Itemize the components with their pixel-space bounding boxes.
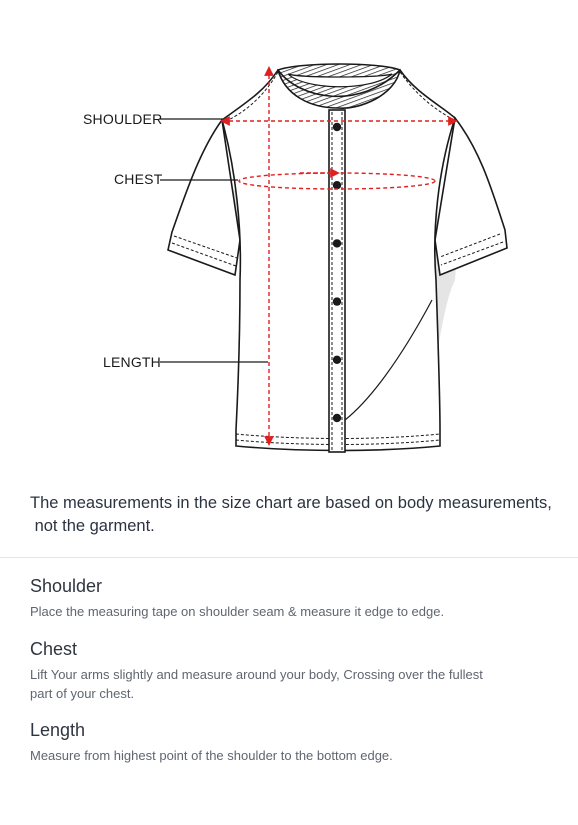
shoulder-callout-label: SHOULDER (83, 111, 163, 127)
shirt-button (333, 239, 341, 247)
shirt-button (333, 297, 341, 305)
note-line-1: The measurements in the size chart are based on body measurements, (30, 494, 552, 512)
shoulder-title: Shoulder (30, 576, 103, 596)
chest-section (30, 639, 550, 703)
chest-description (30, 665, 550, 703)
shirt-button (333, 181, 341, 189)
note-line-2: not the garment. (30, 517, 155, 535)
shirt-button (333, 356, 341, 364)
length-description: Measure from highest point of the shoulder to the bottom edge. (30, 748, 393, 763)
length-callout-label: LENGTH (103, 354, 161, 370)
shoulder-description: Place the measuring tape on shoulder seam & measure it edge to edge. (30, 604, 445, 619)
chest-title: Chest (30, 639, 78, 659)
chest-description-line-1: Lift Your arms slightly and measure around your body, Crossing over the fullest (30, 667, 483, 682)
length-section (30, 720, 550, 765)
length-title: Length (30, 720, 86, 740)
shoulder-section (30, 576, 550, 621)
measurement-note (30, 492, 560, 538)
shirt-button (333, 414, 341, 422)
chest-callout-label: CHEST (114, 171, 163, 187)
shirt-button (333, 123, 341, 131)
chest-description-line-2: part of your chest. (30, 686, 135, 701)
section-divider (0, 557, 578, 558)
placket (329, 110, 345, 452)
